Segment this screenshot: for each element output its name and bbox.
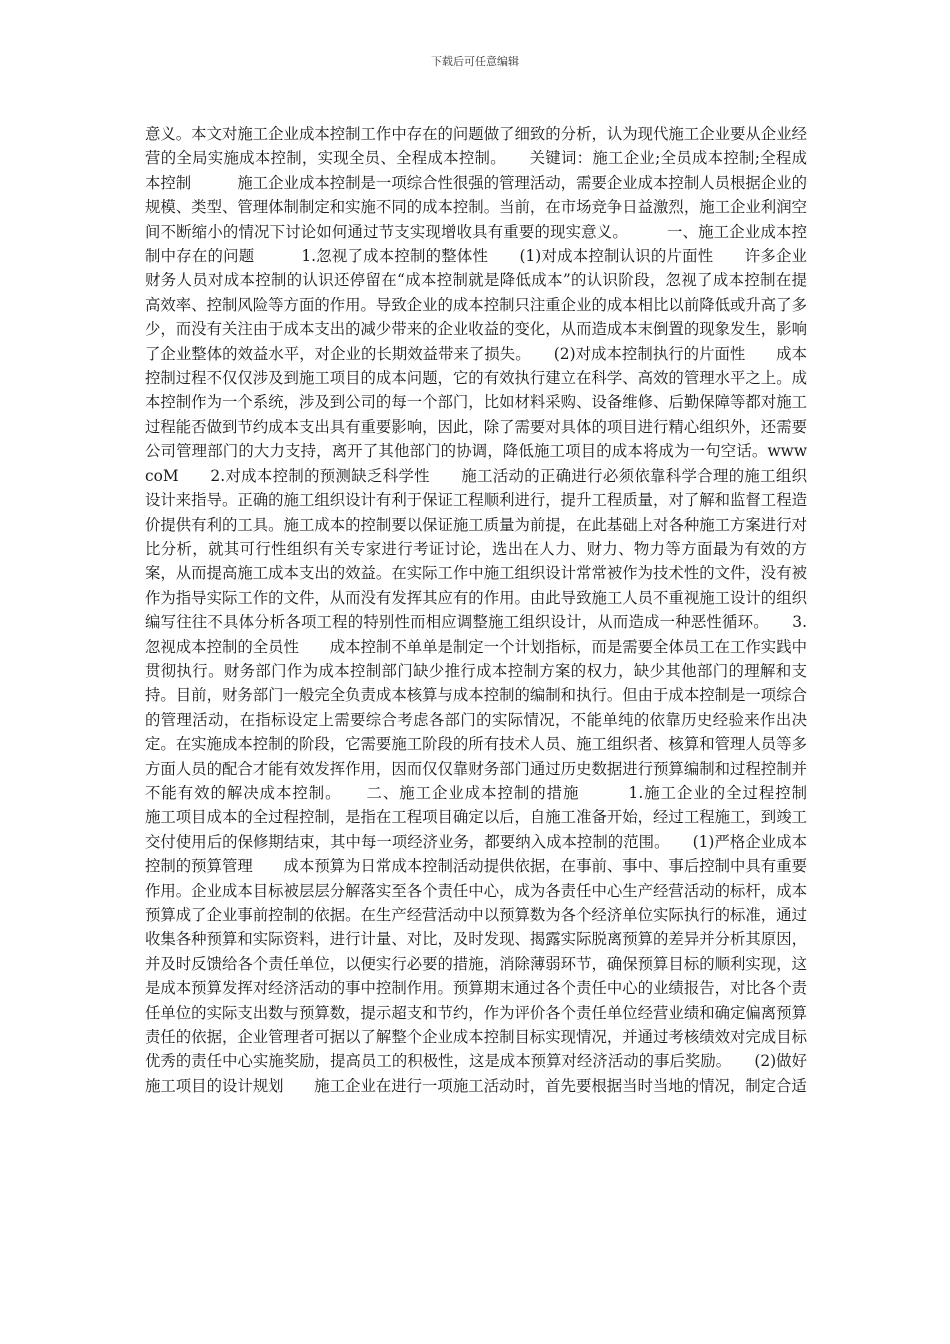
body-paragraph: 意义。本文对施工企业成本控制工作中存在的问题做了细致的分析，认为现代施工企业要从企业经营的全局实施成本控制，实现全员、全程成本控制。 关键词：施工企业;全员成本控制;全程成本控制 施工企业成本控制是一项综合性很强的管理活动，需要企业成本控制人员根据企业的规模、类型、管理体制制定和实施不同的成本控制。当前，在市场竞争日益激烈，施工企业利润空间不断缩小的情况下讨论如何通过节支实现增收具有重要的现实意义。 一、施工企业成本控制中存在的问题 1.忽视了成本控制的整体性 (1)对成本控制认识的片面性 许多企业财务人员对成本控制的认识还停留在“成本控制就是降低成本”的认识阶段，忽视了成本控制在提高效率、控制风险等方面的作用。导致企业的成本控制只注重企业的成本相比以前降低或升高了多少，而没有关注由于成本支出的减少带来的企业收益的变化，从而造成本末倒置的现象发生，影响了企业整体的效益水平，对企业的长期效益带来了损失。 (2)对成本控制执行的片面性 成本控制过程不仅仅涉及到施工项目的成本问题，它的有效执行建立在科学、高效的管理水平之上。成本控制作为一个系统，涉及到公司的每一个部门，比如材料采购、设备维修、后勤保障等都对施工过程能否做到节约成本支出具有重要影响，因此，除了需要对具体的项目进行精心组织外，还需要公司管理部门的大力支持，离开了其他部门的协调，降低施工项目的成本将成为一句空话。wwwcoM 2.对成本控制的预测缺乏科学性 施工活动的正确进行必须依靠科学合理的施工组织设计来指导。正确的施工组织设计有利于保证工程顺利进行，提升工程质量，对了解和监督工程造价提供有利的工具。施工成本的控制要以保证施工质量为前提，在此基础上对各种施工方案进行对比分析，就其可行性组织有关专家进行考证讨论，选出在人力、财力、物力等方面最为有效的方案，从而提高施工成本支出的效益。在实际工作中施工组织设计常常被作为技术性的文件，没有被作为指导实际工作的文件，从而没有发挥其应有的作用。由此导致施工人员不重视施工设计的组织编写往往不具体分析各项工程的特别性而相应调整施工组织设计，从而造成一种恶性循环。 3.忽视成本控制的全员性 成本控制不单单是制定一个计划指标，而是需要全体员工在工作实践中贯彻执行。财务部门作为成本控制部门缺少推行成本控制方案的权力，缺少其他部门的理解和支持。目前，财务部门一般完全负责成本核算与成本控制的编制和执行。但由于成本控制是一项综合的管理活动，在指标设定上需要综合考虑各部门的实际情况，不能单纯的依靠历史经验来作出决定。在实施成本控制的阶段，它需要施工阶段的所有技术人员、施工组织者、核算和管理人员等多方面人员的配合才能有效发挥作用，因而仅仅靠财务部门通过历史数据进行预算编制和过程控制并不能有效的解决成本控制。 二、施工企业成本控制的措施 1.施工企业的全过程控制 施工项目成本的全过程控制，是指在工程项目确定以后，自施工准备开始，经过工程施工，到竣工交付使用后的保修期结束，其中每一项经济业务，都要纳入成本控制的范围。 (1)严格企业成本控制的预算管理 成本预算为日常成本控制活动提供依据，在事前、事中、事后控制中具有重要作用。企业成本目标被层层分解落实至各个责任中心，成为各责任中心生产经营活动的标杆，成本预算成了企业事前控制的依据。在生产经营活动中以预算数为各个经济单位实际执行的标准，通过收集各种预算和实际资料，进行计量、对比，及时发现、揭露实际脱离预算的差异并分析其原因，并及时反馈给各个责任单位，以便实行必要的措施，消除薄弱环节，确保预算目标的顺利实现，这是成本预算发挥对经济活动的事中控制作用。预算期末通过各个责任中心的业绩报告，对比各个责任单位的实际支出数与预算数，提示超支和节约，作为评价各个责任单位经营业绩和确定偏离预算责任的依据，企业管理者可据以了解整个企业成本控制目标实现情况，并通过考核绩效对完成目标优秀的责任中心实施奖励，提高员工的积极性，这是成本预算对经济活动的事后奖励。 (2)做好施工项目的设计规划 施工企业在进行一项施工活动时，首先要根据当时当地的情况，制定合适 [145, 125, 838, 1095]
page-header-note: 下载后可任意编辑 [431, 55, 519, 68]
